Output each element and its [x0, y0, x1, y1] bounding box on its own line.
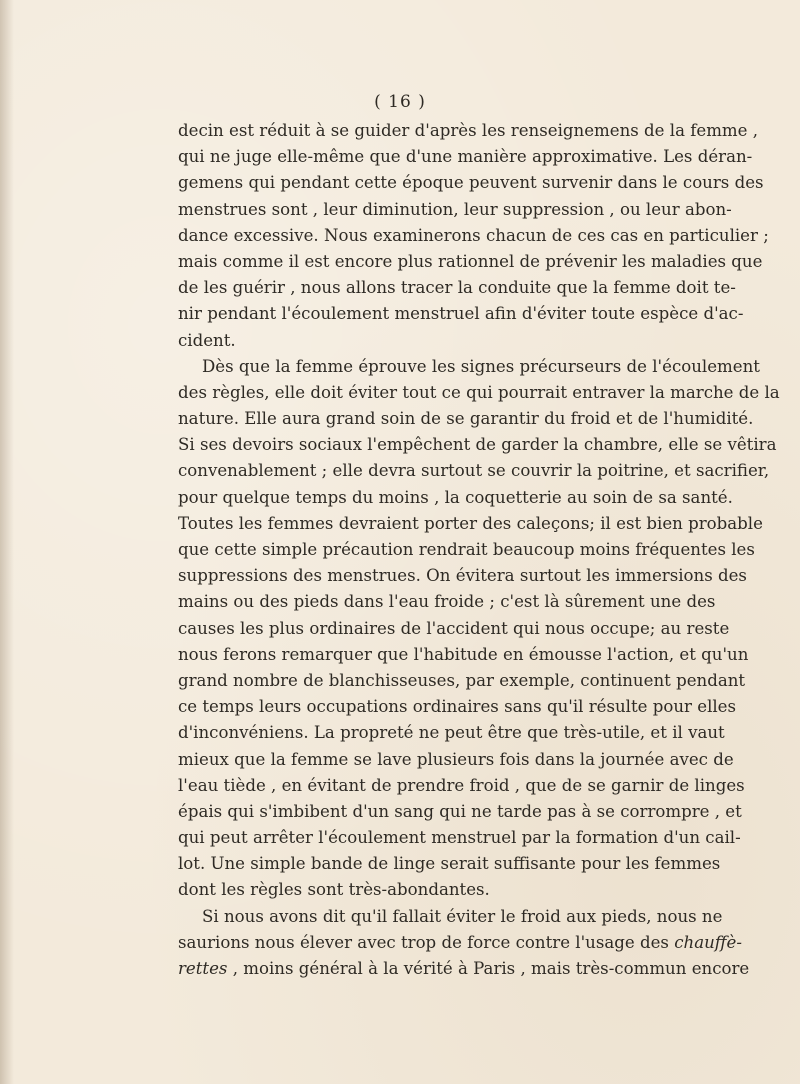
text-line: cident. [178, 330, 236, 350]
text-line: nir pendant l'écoulement menstruel afin d'éviter toute espèce d'ac- [178, 304, 744, 324]
text-line: decin est réduit à se guider d'après les renseignemens de la femme , [178, 121, 759, 140]
text-line: grand nombre de blanchisseuses, par exemple, continuent pendant [178, 670, 746, 690]
text-line: lot. Une simple bande de linge serait suffisante pour les femmes [178, 854, 721, 874]
text-line-with-italic [178, 956, 750, 982]
italic-word: rettes [178, 959, 228, 978]
page-edge-shadow [0, 0, 14, 1084]
text-line: mais comme il est encore plus rationnel de prévenir les maladies que [178, 251, 763, 271]
text-line: des règles, elle doit éviter tout ce qui pourrait entraver la marche de la [178, 382, 780, 402]
page-number: ( 16 ) [374, 92, 426, 112]
text-line: épais qui s'imbibent d'un sang qui ne tarde pas à se corrompre , et [178, 801, 742, 821]
text-line: Si nous avons dit qu'il fallait éviter le froid aux pieds, nous ne [202, 906, 723, 926]
italic-word: chauffè- [674, 932, 742, 952]
text-line: menstrues sont , leur diminution, leur suppression , ou leur abon- [178, 199, 732, 219]
text-line: qui peut arrêter l'écoulement menstruel par la formation d'un cail- [178, 828, 741, 848]
body-text [178, 118, 780, 982]
text-line: suppressions des menstrues. On évitera surtout les immersions des [178, 566, 747, 586]
text-line: d'inconvéniens. La propreté ne peut être que très-utile, et il vaut [178, 723, 725, 743]
text-line: de les guérir , nous allons tracer la conduite que la femme doit te- [178, 278, 736, 298]
text-line: gemens qui pendant cette époque peuvent survenir dans le cours des [178, 173, 764, 193]
text-segment: , moins général à la vérité à Paris , mais très-commun encore [227, 959, 750, 978]
text-line: que cette simple précaution rendrait beaucoup moins fréquentes les [178, 540, 755, 559]
text-line: dance excessive. Nous examinerons chacun de ces cas en particulier ; [178, 225, 769, 245]
text-line: nous ferons remarquer que l'habitude en émousse l'action, et qu'un [178, 644, 749, 664]
text-line: causes les plus ordinaires de l'accident qui nous occupe; au reste [178, 618, 730, 638]
text-line: convenablement ; elle devra surtout se couvrir la poitrine, et sacrifier, [178, 461, 770, 481]
text-line: qui ne juge elle-même que d'une manière approximative. Les déran- [178, 147, 753, 167]
text-line: pour quelque temps du moins , la coquetterie au soin de sa santé. [178, 487, 733, 507]
text-line: dont les règles sont très-abondantes. [178, 880, 490, 900]
text-line: mieux que la femme se lave plusieurs fois dans la journée avec de [178, 749, 734, 769]
text-line: mains ou des pieds dans l'eau froide ; c'est là sûrement une des [178, 592, 716, 612]
text-line: nature. Elle aura grand soin de se garantir du froid et de l'humidité. [178, 409, 754, 429]
text-segment: saurions nous élever avec trop de force contre l'usage des [178, 932, 669, 952]
text-line-with-italic [178, 930, 742, 956]
text-line: Dès que la femme éprouve les signes précurseurs de l'écoulement [202, 356, 760, 376]
text-line: Si ses devoirs sociaux l'empêchent de garder la chambre, elle se vêtira [178, 435, 777, 455]
text-line: ce temps leurs occupations ordinaires sans qu'il résulte pour elles [178, 697, 737, 717]
text-line: Toutes les femmes devraient porter des caleçons; il est bien probable [178, 513, 763, 533]
text-line: l'eau tiède , en évitant de prendre froid , que de se garnir de linges [178, 775, 745, 795]
